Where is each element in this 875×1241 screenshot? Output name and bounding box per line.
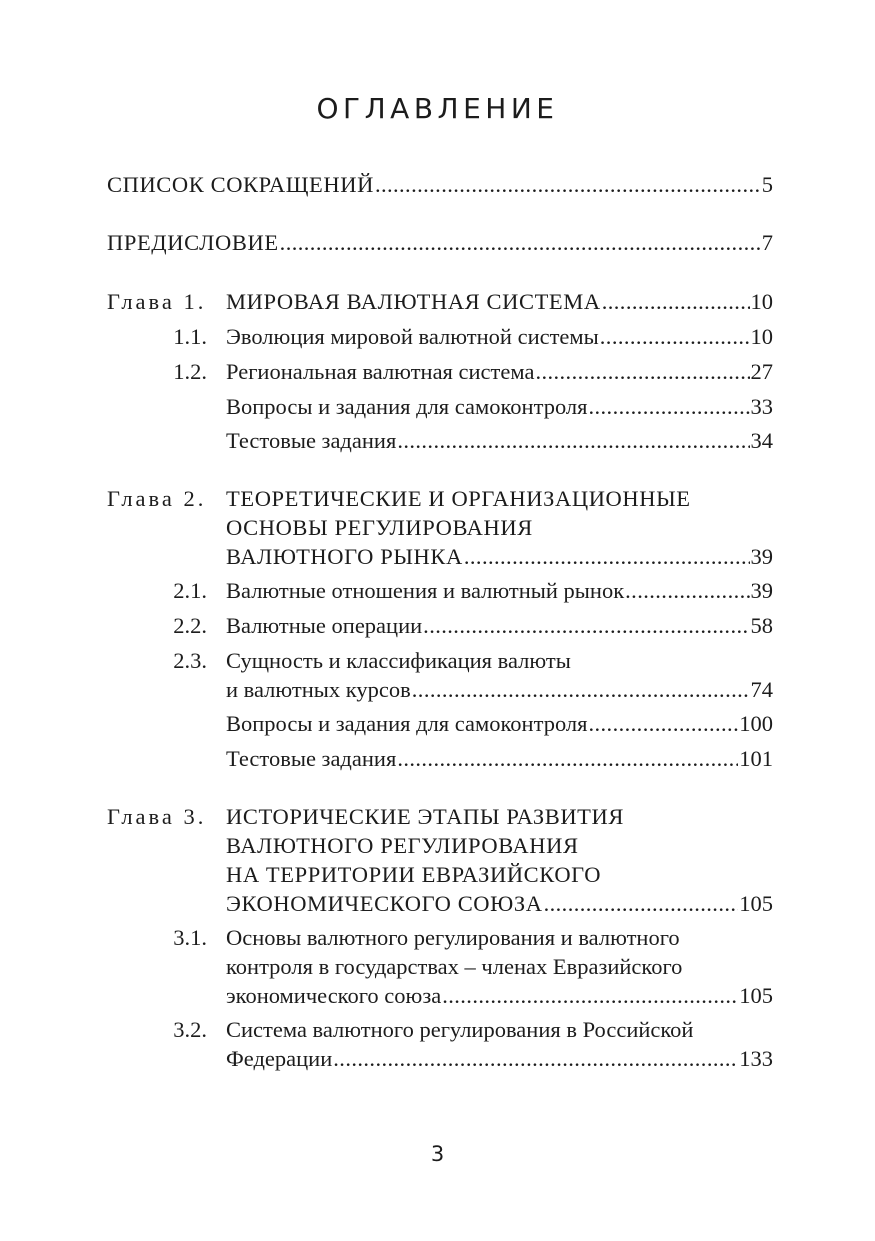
toc-entry-text-line: ВАЛЮТНОГО РЕГУЛИРОВАНИЯ xyxy=(226,833,579,858)
toc-page-number: 101 xyxy=(739,746,773,771)
page-title: ОГЛАВЛЕНИЕ xyxy=(316,92,559,125)
toc-entry-chapter-3[interactable] xyxy=(226,889,773,918)
section-number: 3.2. xyxy=(173,1017,207,1042)
toc-page-number: 74 xyxy=(750,677,773,702)
toc-entry-section-2-1[interactable] xyxy=(226,576,773,605)
toc-entry-text: Валютные отношения и валютный рынок xyxy=(226,578,625,603)
toc-entry-text-line: контроля в государствах – членах Евразийского xyxy=(226,954,683,979)
toc-entry-preface[interactable] xyxy=(107,228,773,257)
toc-leader-dots xyxy=(625,576,749,605)
toc-entry-section-3-1[interactable] xyxy=(226,981,773,1010)
toc-entry-ch2-tests[interactable] xyxy=(226,744,773,773)
section-number: 1.2. xyxy=(173,359,207,384)
toc-page-number: 58 xyxy=(750,613,773,638)
toc-entry-text: ВАЛЮТНОГО РЫНКА xyxy=(226,544,463,569)
toc-entry-text: МИРОВАЯ ВАЛЮТНАЯ СИСТЕМА xyxy=(226,289,601,314)
toc-entry-text: и валютных курсов xyxy=(226,677,411,702)
toc-entry-text-line: Сущность и классификация валюты xyxy=(226,648,571,673)
toc-entry-text-line: ИСТОРИЧЕСКИЕ ЭТАПЫ РАЗВИТИЯ xyxy=(226,804,624,829)
toc-leader-dots xyxy=(535,357,749,386)
toc-entry-section-3-2[interactable] xyxy=(226,1044,773,1073)
toc-page-number: 10 xyxy=(750,289,773,314)
toc-entry-ch1-questions[interactable] xyxy=(226,392,773,421)
toc-leader-dots xyxy=(602,287,750,316)
toc-leader-dots xyxy=(588,392,749,421)
toc-leader-dots xyxy=(600,322,750,351)
toc-entry-text: Федерации xyxy=(226,1046,333,1071)
toc-entry-section-2-2[interactable] xyxy=(226,611,773,640)
section-number: 2.2. xyxy=(173,613,207,638)
chapter-label: Глава 3. xyxy=(107,804,207,829)
toc-entry-text: Региональная валютная система xyxy=(226,359,535,384)
toc-entry-text: Валютные операции xyxy=(226,613,423,638)
section-number: 2.3. xyxy=(173,648,207,673)
chapter-label: Глава 1. xyxy=(107,289,207,314)
toc-entry-text: ПРЕДИСЛОВИЕ xyxy=(107,230,279,255)
toc-leader-dots xyxy=(397,426,749,455)
chapter-label: Глава 2. xyxy=(107,486,207,511)
toc-entry-section-1-1[interactable] xyxy=(226,322,773,351)
toc-entry-text-line: НА ТЕРРИТОРИИ ЕВРАЗИЙСКОГО xyxy=(226,862,602,887)
toc-entry-abbreviations[interactable] xyxy=(107,170,773,199)
toc-page-number: 5 xyxy=(761,172,773,197)
section-number: 2.1. xyxy=(173,578,207,603)
toc-entry-text: СПИСОК СОКРАЩЕНИЙ xyxy=(107,172,374,197)
toc-page-number: 34 xyxy=(750,428,773,453)
toc-page-number: 105 xyxy=(739,983,773,1008)
toc-entry-text-line: Основы валютного регулирования и валютного xyxy=(226,925,680,950)
toc-entry-text: Эволюция мировой валютной системы xyxy=(226,324,599,349)
toc-page-number: 100 xyxy=(739,711,773,736)
toc-entry-text-line: ОСНОВЫ РЕГУЛИРОВАНИЯ xyxy=(226,515,533,540)
toc-entry-ch2-questions[interactable] xyxy=(226,709,773,738)
toc-entry-text-line: Система валютного регулирования в Российской xyxy=(226,1017,694,1042)
toc-leader-dots xyxy=(588,709,738,738)
toc-page-number: 10 xyxy=(750,324,773,349)
toc-entry-text-line: ТЕОРЕТИЧЕСКИЕ И ОРГАНИЗАЦИОННЫЕ xyxy=(226,486,691,511)
toc-page-number: 7 xyxy=(761,230,773,255)
toc-page-number: 33 xyxy=(750,394,773,419)
toc-leader-dots xyxy=(412,675,750,704)
page-number-footer: 3 xyxy=(430,1142,445,1166)
section-number: 1.1. xyxy=(173,324,207,349)
toc-entry-text: Вопросы и задания для самоконтроля xyxy=(226,394,588,419)
toc-entry-text: Тестовые задания xyxy=(226,428,397,453)
toc-leader-dots xyxy=(280,228,761,257)
toc-leader-dots xyxy=(544,889,739,918)
toc-leader-dots xyxy=(397,744,738,773)
toc-leader-dots xyxy=(423,611,749,640)
toc-entry-chapter-1[interactable] xyxy=(226,287,773,316)
toc-leader-dots xyxy=(464,542,750,571)
toc-entry-section-2-3[interactable] xyxy=(226,675,773,704)
toc-leader-dots xyxy=(333,1044,738,1073)
toc-entry-text: ЭКОНОМИЧЕСКОГО СОЮЗА xyxy=(226,891,543,916)
toc-page-number: 27 xyxy=(750,359,773,384)
toc-entry-chapter-2[interactable] xyxy=(226,542,773,571)
toc-entry-text: Вопросы и задания для самоконтроля xyxy=(226,711,588,736)
toc-entry-section-1-2[interactable] xyxy=(226,357,773,386)
toc-page-number: 39 xyxy=(750,578,773,603)
toc-entry-text: Тестовые задания xyxy=(226,746,397,771)
toc-page-number: 39 xyxy=(750,544,773,569)
toc-leader-dots xyxy=(375,170,761,199)
toc-entry-text: экономического союза xyxy=(226,983,442,1008)
toc-page-number: 133 xyxy=(739,1046,773,1071)
toc-page-number: 105 xyxy=(739,891,773,916)
toc-leader-dots xyxy=(442,981,738,1010)
section-number: 3.1. xyxy=(173,925,207,950)
toc-entry-ch1-tests[interactable] xyxy=(226,426,773,455)
